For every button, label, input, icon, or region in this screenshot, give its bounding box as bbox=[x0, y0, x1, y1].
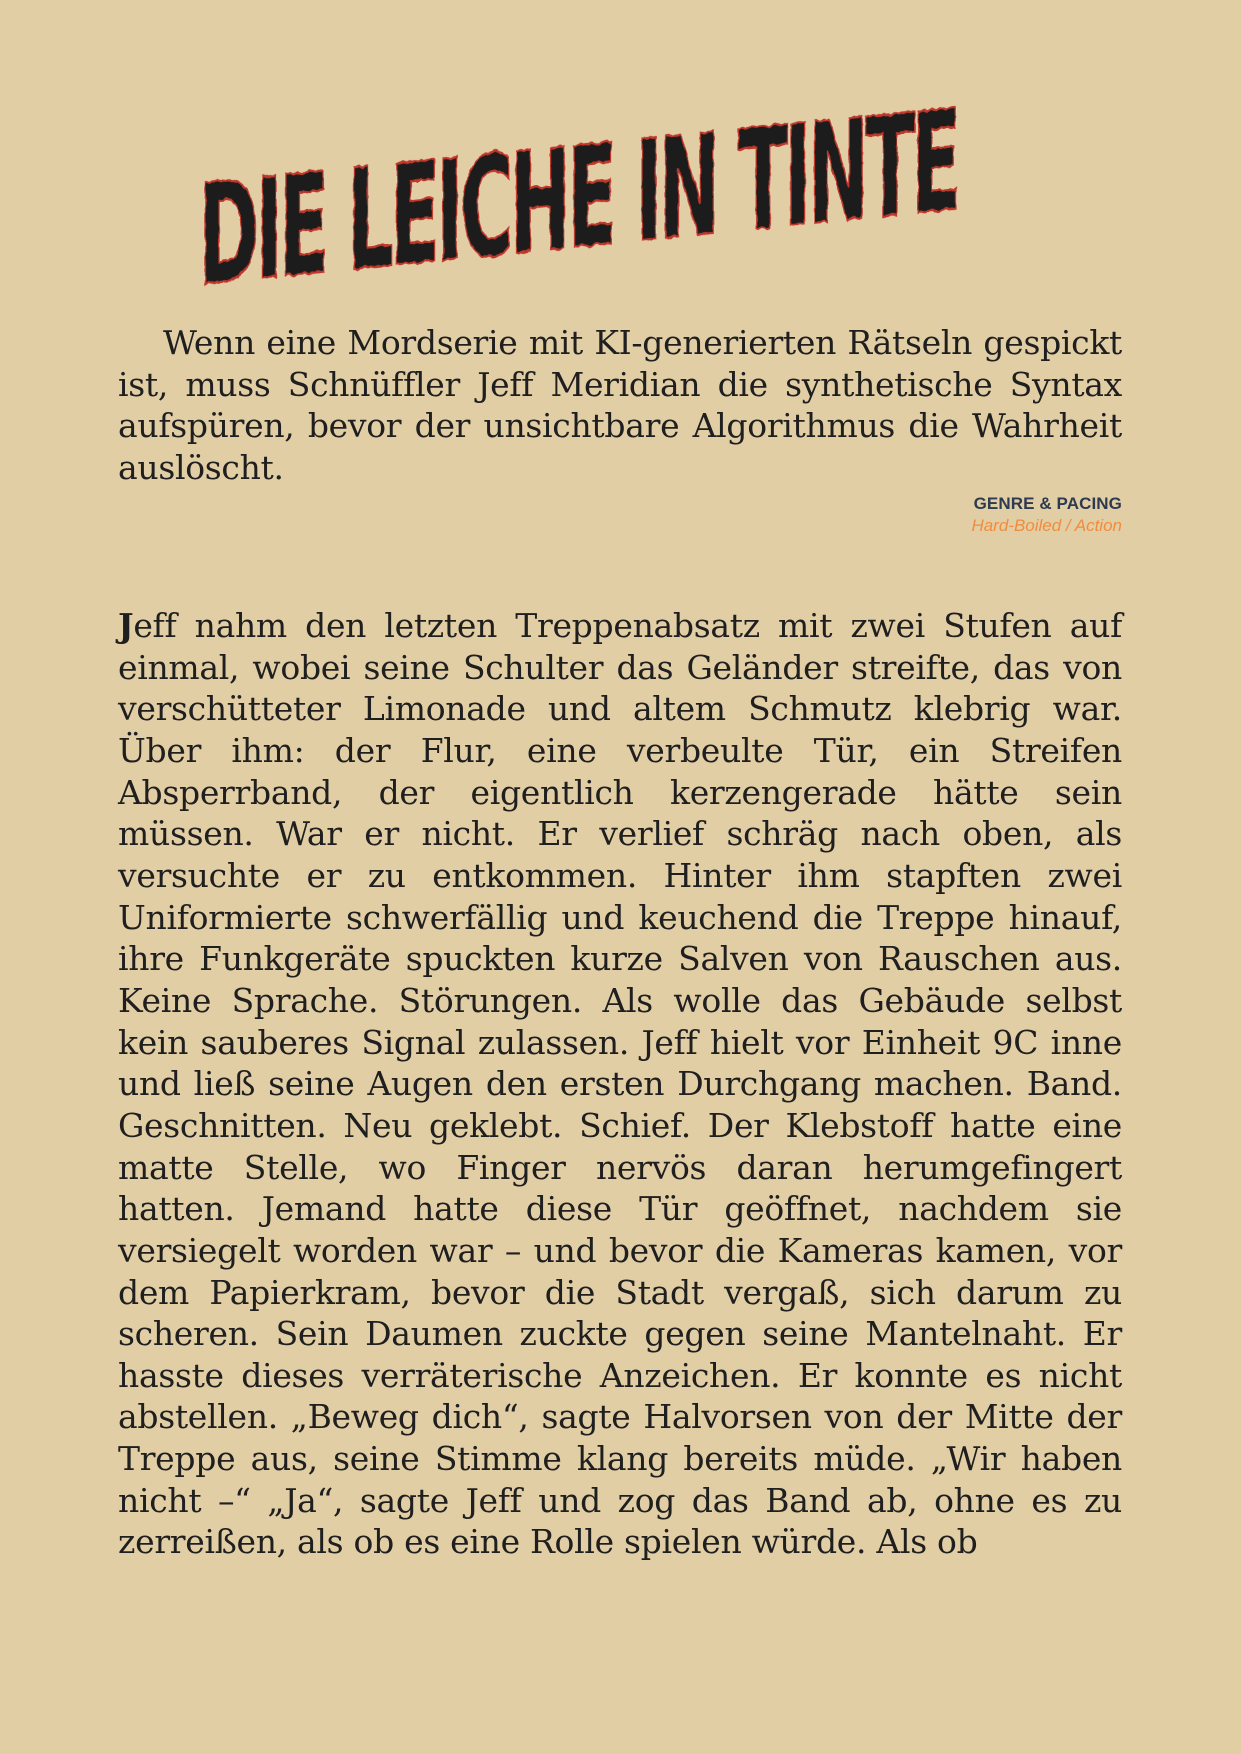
first-letter: J bbox=[118, 606, 134, 645]
story-paragraph bbox=[118, 605, 1122, 1563]
genre-block bbox=[971, 493, 1122, 537]
title-banner bbox=[198, 78, 958, 318]
genre-label: GENRE & PACING bbox=[973, 494, 1122, 513]
story-text: eff nahm den letzten Treppenabsatz mit zwei Stufen auf einmal, wobei seine Schulter das Geländer streifte, das von verschütteter Limonade und altem Schmutz klebrig war. Über ihm: der Flur, eine verbeulte Tür, ein Streifen Absperrband, der eigentlich kerzengerade hätte sein müssen. War er nicht. Er verlief schräg nach oben, als versuchte er zu entkommen. Hinter ihm stapften zwei Uniformierte schwerfällig und keuchend die Treppe hinauf, ihre Funkgeräte spuckten kurze Salven von Rauschen aus. Keine Sprache. Störungen. Als wolle das Gebäude selbst kein sauberes Signal zulassen. Jeff hielt vor Einheit 9C inne und ließ seine Augen den ersten Durchgang machen. Band. Geschnitten. Neu geklebt. Schief. Der Klebstoff hatte eine matte Stelle, wo Finger nervös daran herumgefingert hatten. Jemand hatte diese Tür geöffnet, nachdem sie versiegelt worden war – und bevor die Kameras kamen, vor dem Papierkram, bevor die Stadt vergaß, sich darum zu scheren. Sein Daumen zuckte gegen seine Mantelnaht. Er hasste dieses verräterische Anzeichen. Er konnte es nicht abstellen. „Beweg dich“, sagte Halvorsen von der Mitte der Treppe aus, seine Stimme klang bereits müde. „Wir haben nicht –“ „Ja“, sagte Jeff und zog das Band ab, ohne es zu zerreißen, als ob es eine Rolle spielen würde. Als ob bbox=[118, 606, 1122, 1562]
logline-paragraph: Wenn eine Mordserie mit KI-generierten Rätseln gespickt ist, muss Schnüffler Jeff Meridian die synthetische Syntax aufspüren, bevor der unsichtbare Algorithmus die Wahrheit auslöscht. bbox=[118, 323, 1122, 487]
book-title: DIE LEICHE IN TINTE bbox=[198, 78, 958, 318]
genre-value: Hard-Boiled / Action bbox=[971, 516, 1122, 535]
